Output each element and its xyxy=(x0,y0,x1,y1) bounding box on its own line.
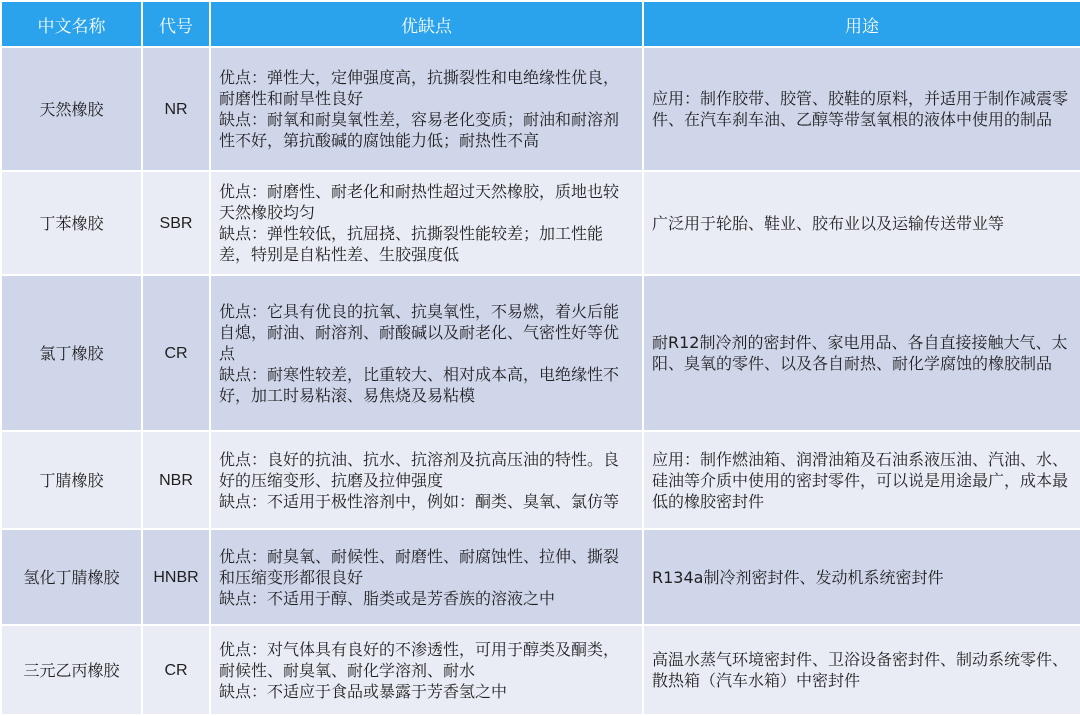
table-row xyxy=(1,47,1080,171)
header-proscons: 优缺点 xyxy=(210,1,643,47)
pros-text: 优点：它具有优良的抗氧、抗臭氧性，不易燃，着火后能自熄，耐油、耐溶剂、耐酸碱以及耐老化、气密性好等优点 xyxy=(219,301,620,363)
proscons-cell xyxy=(210,529,643,625)
pros-text: 优点：弹性大，定伸强度高，抗撕裂性和电绝缘性优良，耐磨性和耐旱性良好 xyxy=(219,68,620,108)
header-row xyxy=(1,1,1080,47)
table-row xyxy=(1,275,1080,431)
header-code: 代号 xyxy=(142,1,210,47)
cons-text: 缺点：耐氧和耐臭氧性差，容易老化变质；耐油和耐溶剂性不好，第抗酸碱的腐蚀能力低；耐热性不高 xyxy=(219,110,620,150)
header-name: 中文名称 xyxy=(1,1,142,47)
rubber-name: 丁苯橡胶 xyxy=(1,171,142,275)
proscons-cell xyxy=(210,625,643,715)
pros-text: 优点：耐磨性、耐老化和耐热性超过天然橡胶，质地也较天然橡胶均匀 xyxy=(219,182,620,222)
usage-cell: R134a制冷剂密封件、发动机系统密封件 xyxy=(643,529,1080,625)
cons-text: 缺点：不适用于极性溶剂中，例如：酮类、臭氧、氯仿等 xyxy=(219,491,620,511)
table-row xyxy=(1,171,1080,275)
rubber-name: 天然橡胶 xyxy=(1,47,142,171)
rubber-code: SBR xyxy=(142,171,210,275)
cons-text: 缺点：耐寒性较差，比重较大、相对成本高，电绝缘性不好，加工时易粘滚、易焦烧及易粘模 xyxy=(219,364,620,405)
header-usage: 用途 xyxy=(643,1,1080,47)
rubber-code: NR xyxy=(142,47,210,171)
rubber-name: 三元乙丙橡胶 xyxy=(1,625,142,715)
rubber-name: 氯丁橡胶 xyxy=(1,275,142,431)
usage-cell: 高温水蒸气环境密封件、卫浴设备密封件、制动系统零件、散热箱（汽车水箱）中密封件 xyxy=(643,625,1080,715)
proscons-cell xyxy=(210,171,643,275)
table-row xyxy=(1,529,1080,625)
rubber-code: NBR xyxy=(142,431,210,529)
usage-cell: 应用：制作燃油箱、润滑油箱及石油系液压油、汽油、水、硅油等介质中使用的密封零件，可以说是用途最广，成本最低的橡胶密封件 xyxy=(643,431,1080,529)
proscons-cell xyxy=(210,47,643,171)
usage-cell: 应用：制作胶带、胶管、胶鞋的原料，并适用于制作减震零件、在汽车刹车油、乙醇等带氢氧根的液体中使用的制品 xyxy=(643,47,1080,171)
cons-text: 缺点：弹性较低，抗屈挠、抗撕裂性能较差；加工性能差，特别是自粘性差、生胶强度低 xyxy=(219,224,604,264)
usage-cell: 广泛用于轮胎、鞋业、胶布业以及运输传送带业等 xyxy=(643,171,1080,275)
proscons-cell xyxy=(210,431,643,529)
rubber-name: 氢化丁腈橡胶 xyxy=(1,529,142,625)
cons-text: 缺点：不适用于醇、脂类或是芳香族的溶液之中 xyxy=(219,588,556,608)
rubber-name: 丁腈橡胶 xyxy=(1,431,142,529)
cons-text: 缺点：不适应于食品或暴露于芳香氢之中 xyxy=(219,681,508,701)
pros-text: 优点：耐臭氧、耐候性、耐磨性、耐腐蚀性、拉伸、撕裂和压缩变形都很良好 xyxy=(219,546,620,587)
pros-text: 优点：对气体具有良好的不渗透性，可用于醇类及酮类，耐候性、耐臭氧、耐化学溶剂、耐水 xyxy=(219,639,620,680)
pros-text: 优点：良好的抗油、抗水、抗溶剂及抗高压油的特性。良好的压缩变形、抗磨及拉伸强度 xyxy=(219,449,620,490)
rubber-code: CR xyxy=(142,275,210,431)
table-row xyxy=(1,431,1080,529)
rubber-code: CR xyxy=(142,625,210,715)
proscons-cell xyxy=(210,275,643,431)
table-row xyxy=(1,625,1080,715)
rubber-code: HNBR xyxy=(142,529,210,625)
usage-cell: 耐R12制冷剂的密封件、家电用品、各自直接接触大气、太阳、臭氧的零件、以及各自耐热、耐化学腐蚀的橡胶制品 xyxy=(643,275,1080,431)
